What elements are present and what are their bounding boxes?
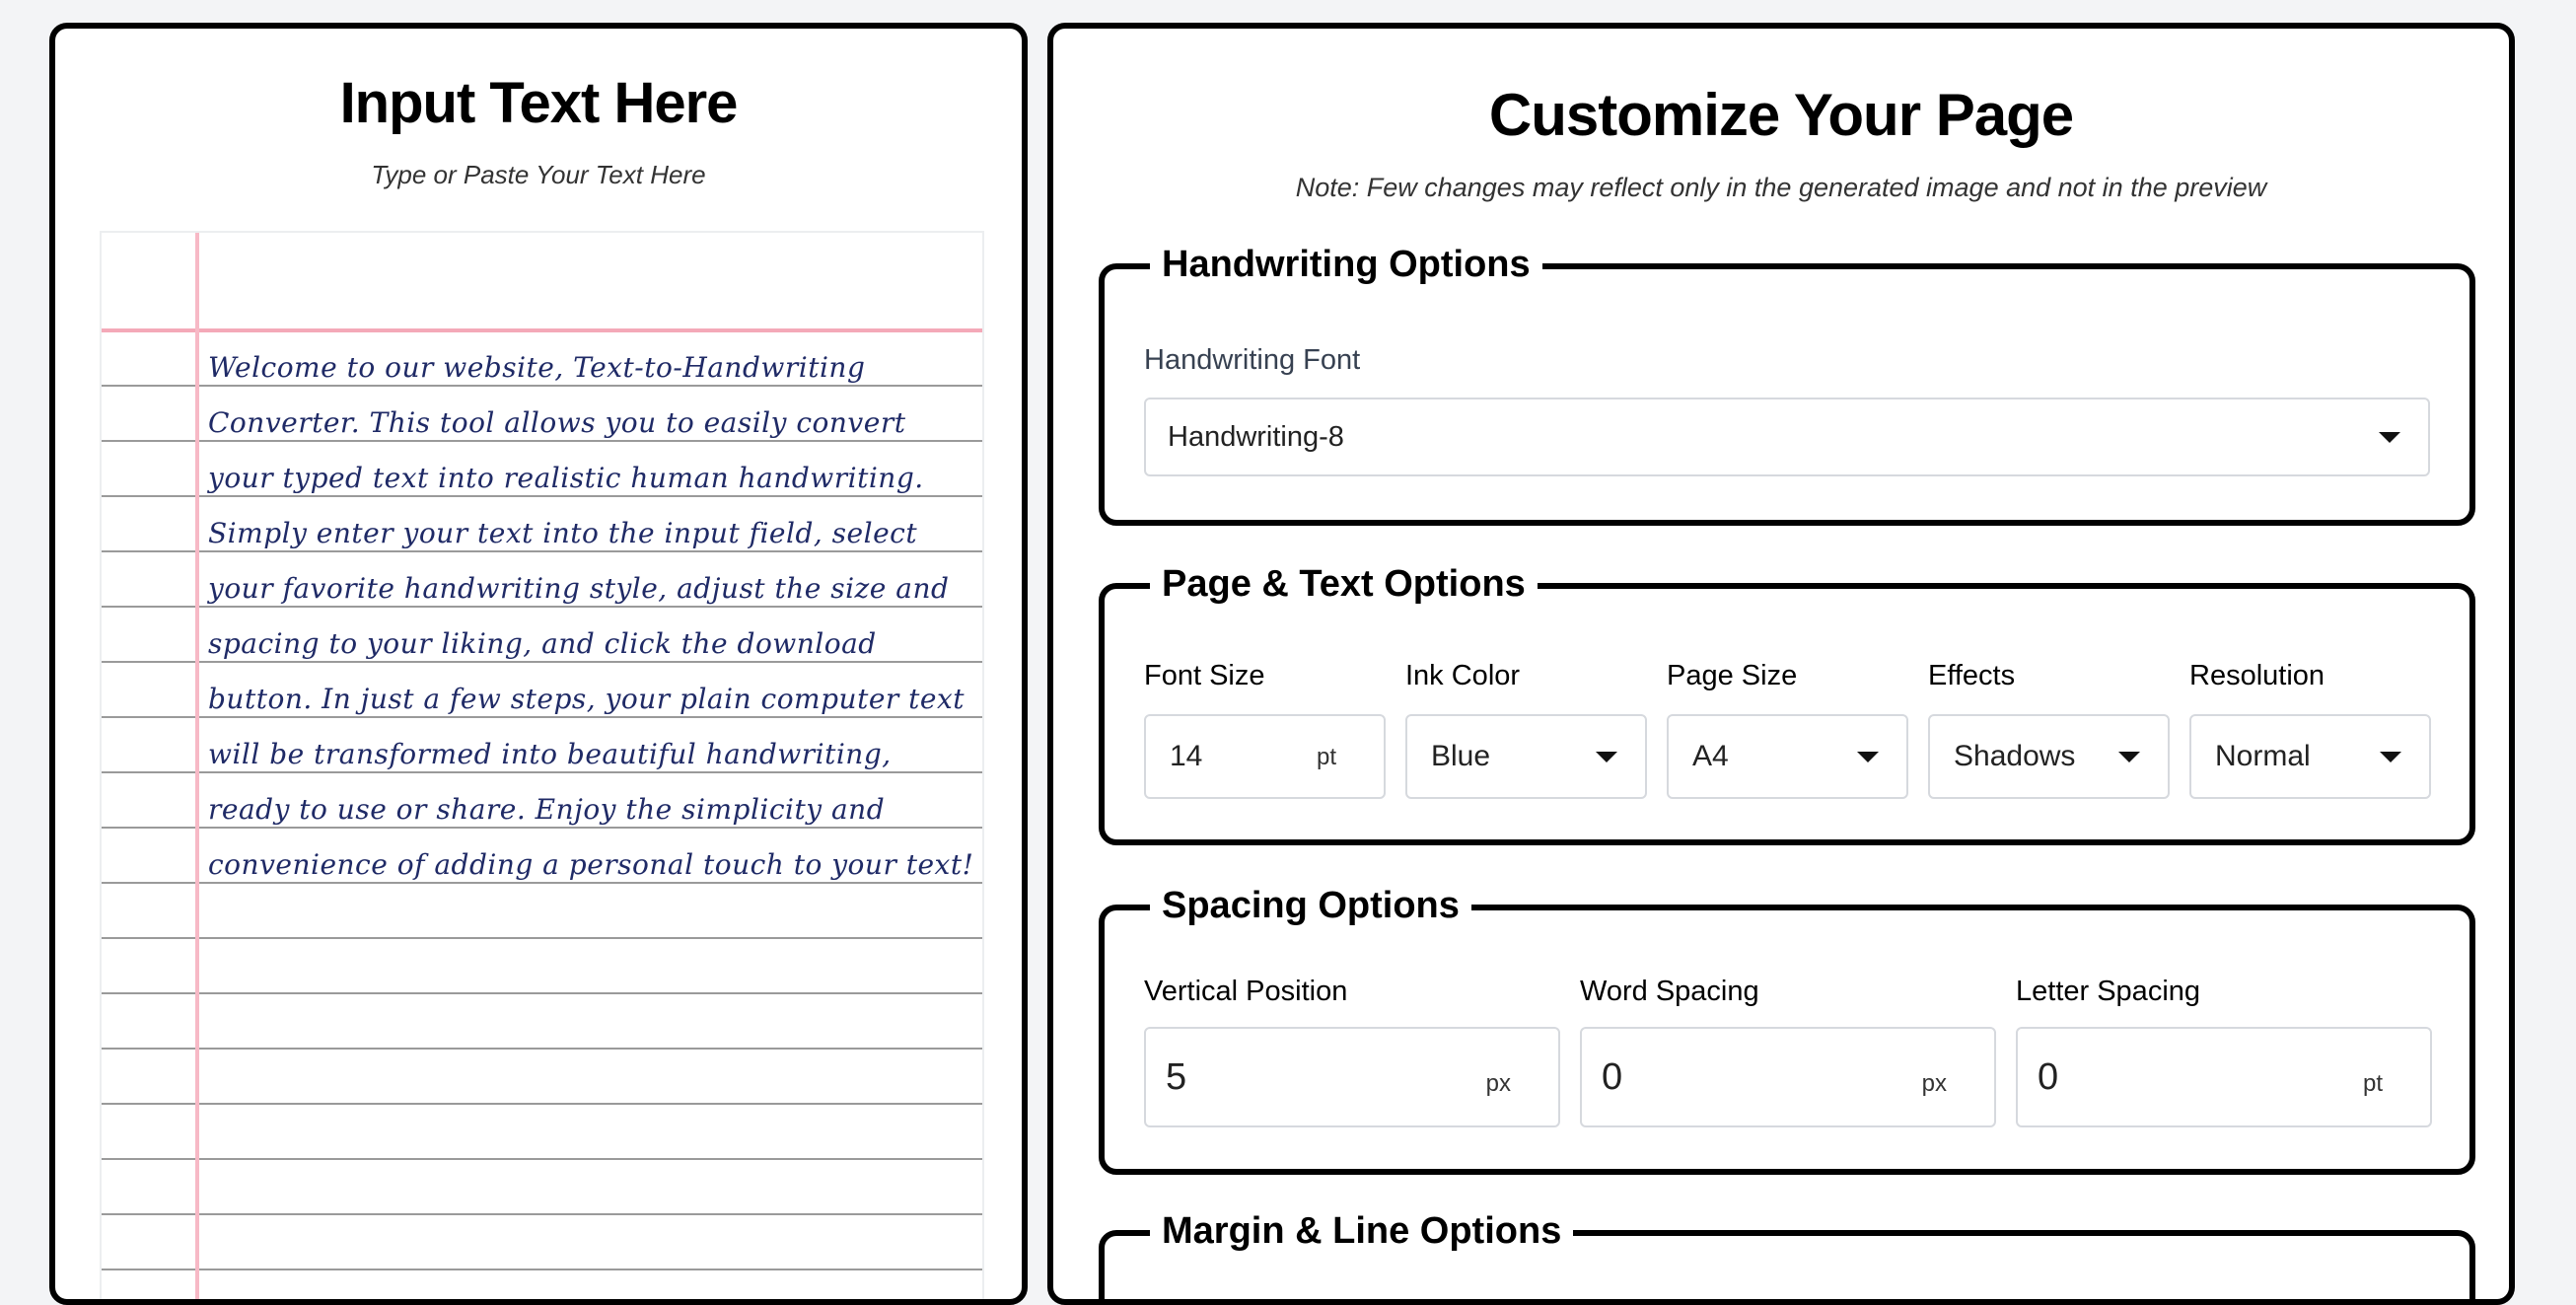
input-panel-title: Input Text Here xyxy=(339,71,738,135)
handwriting-font-label: Handwriting Font xyxy=(1144,344,1361,376)
handwriting-text-content[interactable]: Welcome to our website, Text-to-Handwriting Converter. This tool allows you to easily convert your typed text into realistic human handwriting. Simply enter your text into the input field, select your favorite handwriting style, adjust the size and spacing to your liking, and click the download button. In just a few steps, your plain computer text will be transformed into beautiful handwriting, ready to use or share. Enjoy the simplicity and convenience of adding a personal touch to your text! xyxy=(208,351,974,881)
handwriting-font-value: Handwriting-8 xyxy=(1168,420,1344,453)
resolution-select[interactable] xyxy=(2189,714,2431,799)
resolution-value: Normal xyxy=(2215,740,2311,772)
chevron-down-icon xyxy=(2118,752,2140,762)
effects-label: Effects xyxy=(1928,660,2016,691)
handwriting-font-select[interactable] xyxy=(1144,398,2430,476)
paper-margin-line xyxy=(195,233,199,1305)
chevron-down-icon xyxy=(1596,752,1617,762)
page-size-label: Page Size xyxy=(1667,660,1798,691)
paper-top-rule xyxy=(102,328,982,332)
chevron-down-icon xyxy=(2379,432,2400,443)
letter-spacing-label: Letter Spacing xyxy=(2016,976,2201,1007)
notebook-paper-editor[interactable] xyxy=(100,231,984,1305)
ink-color-select[interactable] xyxy=(1405,714,1647,799)
customize-panel-title: Customize Your Page xyxy=(1488,82,2074,148)
word-spacing-input[interactable] xyxy=(1580,1027,1996,1127)
handwriting-options-legend: Handwriting Options xyxy=(1150,242,1542,287)
chevron-down-icon xyxy=(1857,752,1879,762)
margin-line-options-group xyxy=(1099,1210,2475,1305)
word-spacing-label: Word Spacing xyxy=(1580,976,1759,1007)
letter-spacing-unit: pt xyxy=(2362,1070,2383,1097)
margin-line-options-legend: Margin & Line Options xyxy=(1150,1208,1573,1254)
letter-spacing-value: 0 xyxy=(2038,1055,2059,1098)
effects-select[interactable] xyxy=(1928,714,2170,799)
vertical-position-input[interactable] xyxy=(1144,1027,1560,1127)
vertical-position-label: Vertical Position xyxy=(1144,976,1348,1007)
resolution-label: Resolution xyxy=(2189,660,2326,691)
word-spacing-value: 0 xyxy=(1602,1055,1623,1098)
vertical-position-value: 5 xyxy=(1166,1055,1187,1098)
paper-header-area xyxy=(102,233,982,331)
ink-color-value: Blue xyxy=(1431,740,1491,772)
handwriting-options-group xyxy=(1099,244,2475,526)
input-panel-subtitle: Type or Paste Your Text Here xyxy=(371,160,706,189)
font-size-label: Font Size xyxy=(1144,660,1265,691)
preview-note: Note: Few changes may reflect only in the generated image and not in the preview xyxy=(1295,173,2267,202)
font-size-unit: pt xyxy=(1316,744,1336,770)
ink-color-label: Ink Color xyxy=(1405,660,1521,691)
page-text-options-group xyxy=(1099,563,2475,845)
customize-panel xyxy=(1047,23,2515,1305)
input-panel xyxy=(49,23,1028,1305)
page-size-select[interactable] xyxy=(1667,714,1908,799)
font-size-input[interactable] xyxy=(1144,714,1386,799)
chevron-down-icon xyxy=(2380,752,2401,762)
spacing-options-group xyxy=(1099,885,2475,1175)
page-size-value: A4 xyxy=(1692,740,1729,772)
spacing-options-legend: Spacing Options xyxy=(1150,883,1471,928)
vertical-position-unit: px xyxy=(1485,1070,1511,1097)
page-text-options-legend: Page & Text Options xyxy=(1150,561,1538,607)
effects-value: Shadows xyxy=(1954,740,2076,772)
letter-spacing-input[interactable] xyxy=(2016,1027,2432,1127)
word-spacing-unit: px xyxy=(1921,1070,1947,1097)
font-size-value: 14 xyxy=(1170,740,1203,772)
